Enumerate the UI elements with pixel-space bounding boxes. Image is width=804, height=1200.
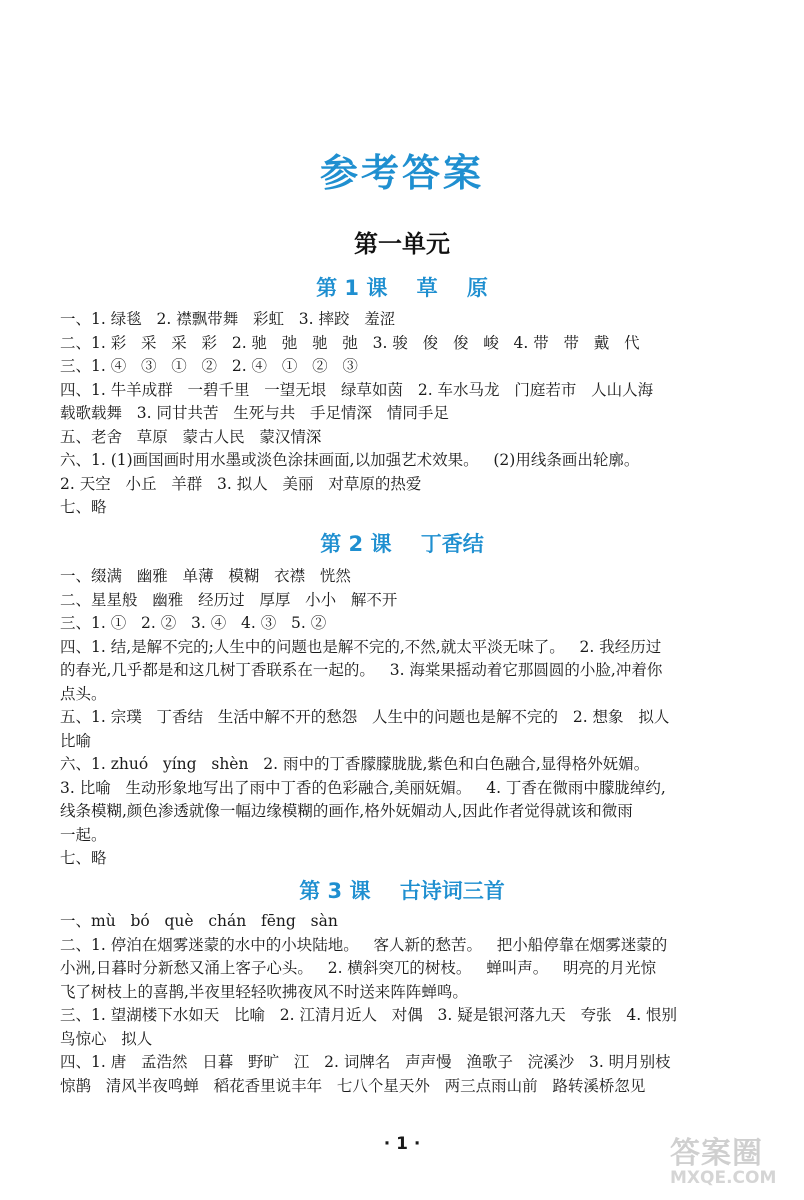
answer-line: 二、1. 彩 采 采 彩 2. 驰 弛 驰 弛 3. 骏 俊 俊 峻 4. 带 带 戴 代 [60, 333, 640, 352]
answer-line: 比喻 [60, 731, 92, 750]
answer-line: 四、1. 牛羊成群 一碧千里 一望无垠 绿草如茵 2. 车水马龙 门庭若市 人山人海 [60, 380, 654, 399]
answer-line: 载歌载舞 3. 同甘共苦 生死与共 手足情深 情同手足 [60, 404, 449, 422]
answer-line: 一、缀满 幽雅 单薄 模糊 衣襟 恍然 [60, 567, 351, 585]
answer-line: 五、1. 宗璞 丁香结 生活中解不开的愁怨 人生中的问题也是解不完的 2. 想象 拟人 [60, 708, 670, 726]
answer-line: 五、老舍 草原 蒙古人民 蒙汉情深 [60, 427, 322, 446]
lesson-3-answers [60, 910, 750, 1098]
page-number: · 1 · [383, 1134, 421, 1154]
watermark [670, 1128, 800, 1194]
watermark-url: MXQE.COM [670, 1168, 777, 1188]
answer-line: 二、星星般 幽雅 经历过 厚厚 小小 解不开 [60, 590, 398, 609]
answer-line: 三、1. 望湖楼下水如天 比喻 2. 江清月近人 对偶 3. 疑是银河落九天 夸张 4. 恨别 [60, 1006, 678, 1024]
answer-line: 飞了树枝上的喜鹊,半夜里轻轻吹拂夜风不时送来阵阵蝉鸣。 [60, 982, 468, 1001]
answer-line: 2. 天空 小丘 羊群 3. 拟人 美丽 对草原的热爱 [60, 474, 422, 493]
watermark-logo: 答案圈 [670, 1136, 763, 1171]
lesson-3-title: 第 3 课 古诗词三首 [299, 879, 505, 903]
answer-line: 小洲,日暮时分新愁又涌上客子心头。 2. 横斜突兀的树枝。 蝉叫声。 明亮的月光惊 [60, 959, 656, 977]
answer-line: 一起。 [60, 825, 107, 844]
answer-line: 鸟惊心 拟人 [60, 1029, 153, 1048]
answer-line: 六、1. (1)画国画时用水墨或淡色涂抹画面,以加强艺术效果。 (2)用线条画出轮廓。 [60, 451, 640, 469]
answer-line: 六、1. zhuó yíng shèn 2. 雨中的丁香朦朦胧胧,紫色和白色融合,显得格外妩媚。 [60, 755, 650, 773]
answer-line: 七、略 [60, 849, 107, 867]
answer-line: 四、1. 唐 孟浩然 日暮 野旷 江 2. 词牌名 声声慢 渔歌子 浣溪沙 3. 明月别枝 [60, 1053, 671, 1071]
answer-line: 的春光,几乎都是和这几树丁香联系在一起的。 3. 海棠果摇动着它那圆圆的小脸,冲着你 [60, 661, 663, 679]
answer-line: 线条模糊,颜色渗透就像一幅边缘模糊的画作,格外妩媚动人,因此作者觉得就该和微雨 [60, 802, 633, 820]
answer-line: 二、1. 停泊在烟雾迷蒙的水中的小块陆地。 客人新的愁苦。 把小船停靠在烟雾迷蒙的 [60, 935, 668, 954]
answer-line: 三、1. ④ ③ ① ② 2. ④ ① ② ③ [60, 357, 358, 375]
answer-line: 七、略 [60, 498, 107, 516]
lesson-2-title: 第 2 课 丁香结 [320, 532, 484, 556]
answer-line: 惊鹊 清风半夜鸣蝉 稻花香里说丰年 七八个星天外 两三点雨山前 路转溪桥忽见 [60, 1076, 646, 1095]
answer-line: 一、1. 绿毯 2. 襟飘带舞 彩虹 3. 摔跤 羞涩 [60, 310, 396, 328]
answer-line: 四、1. 结,是解不完的;人生中的问题也是解不完的,不然,就太平淡无味了。 2. 我经历过 [60, 637, 662, 656]
answer-line: 一、mù bó què chán fēng sàn [60, 912, 338, 930]
lesson-1-title: 第 1 课 草 原 [316, 276, 488, 300]
page-title: 参考答案 [319, 151, 484, 195]
answer-line: 点头。 [60, 684, 107, 703]
answer-line: 3. 比喻 生动形象地写出了雨中丁香的色彩融合,美丽妩媚。 4. 丁香在微雨中朦胧绰约, [60, 778, 666, 797]
answer-line: 三、1. ① 2. ② 3. ④ 4. ③ 5. ② [60, 614, 327, 632]
unit-title: 第一单元 [354, 230, 450, 258]
lesson-2-answers [60, 565, 750, 871]
lesson-1-answers [60, 308, 750, 520]
